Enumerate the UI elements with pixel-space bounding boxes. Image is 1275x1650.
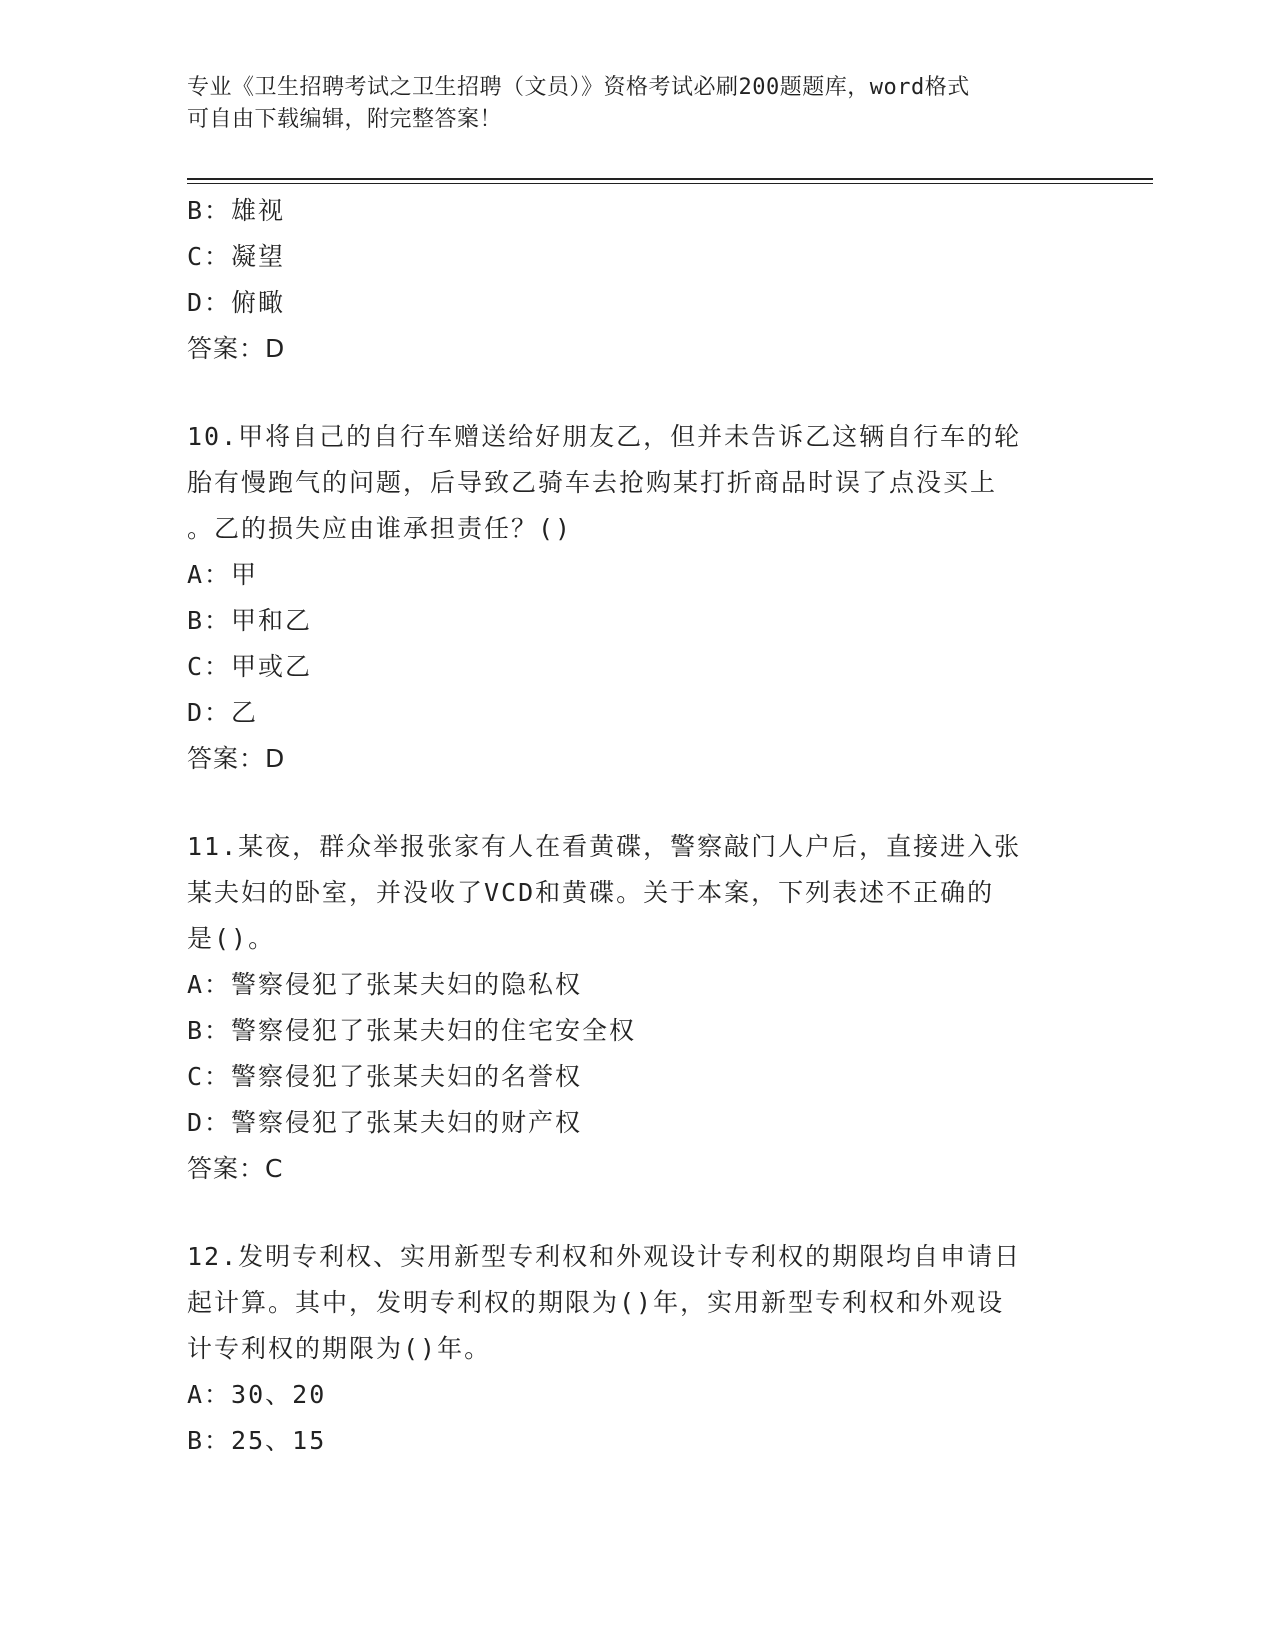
question-text-line: 。乙的损失应由谁承担责任？() [187,514,573,543]
answer-line: 答案：C [187,1154,284,1183]
question-text-line: 胎有慢跑气的问题，后导致乙骑车去抢购某打折商品时误了点没买上 [187,468,998,497]
header-divider-thin [187,183,1153,184]
header-line-1: 专业《卫生招聘考试之卫生招聘（文员）》资格考试必刷200题题库，word格式 [187,75,970,100]
option-b: B：警察侵犯了张某夫妇的住宅安全权 [187,1016,637,1045]
answer-line: 答案：D [187,334,286,363]
question-text-line: 10.甲将自己的自行车赠送给好朋友乙，但并未告诉乙这辆自行车的轮 [187,422,1022,451]
option-b: B：甲和乙 [187,606,313,635]
question-block-12 [187,1234,1087,1464]
question-text-line: 是()。 [187,924,276,953]
option-d: D：警察侵犯了张某夫妇的财产权 [187,1108,583,1137]
option-c: C：警察侵犯了张某夫妇的名誉权 [187,1062,583,1091]
document-header [187,72,1087,136]
option-d: D：乙 [187,698,259,727]
header-line-2: 可自由下载编辑，附完整答案！ [187,107,503,132]
header-divider-thick [187,178,1153,180]
option-a: A：甲 [187,560,259,589]
question-block-11 [187,824,1087,1192]
option-d: D：俯瞰 [187,288,286,317]
option-a: A：30、20 [187,1380,327,1409]
question-text-line: 起计算。其中，发明专利权的期限为()年，实用新型专利权和外观设 [187,1288,1005,1317]
question-block-prev [187,188,1087,372]
question-text-line: 计专利权的期限为()年。 [187,1334,492,1363]
question-list [187,188,1087,1464]
spacer [187,782,1087,824]
answer-line: 答案：D [187,744,286,773]
option-b: B：25、15 [187,1426,327,1455]
question-text-line: 12.发明专利权、实用新型专利权和外观设计专利权的期限均自申请日 [187,1242,1022,1271]
option-c: C：凝望 [187,242,286,271]
option-a: A：警察侵犯了张某夫妇的隐私权 [187,970,583,999]
question-text-line: 11.某夜，群众举报张家有人在看黄碟，警察敲门人户后，直接进入张 [187,832,1022,861]
question-block-10 [187,414,1087,782]
question-text-line: 某夫妇的卧室，并没收了VCD和黄碟。关于本案，下列表述不正确的 [187,878,995,907]
spacer [187,372,1087,414]
spacer [187,1192,1087,1234]
option-b: B：雄视 [187,196,286,225]
option-c: C：甲或乙 [187,652,313,681]
